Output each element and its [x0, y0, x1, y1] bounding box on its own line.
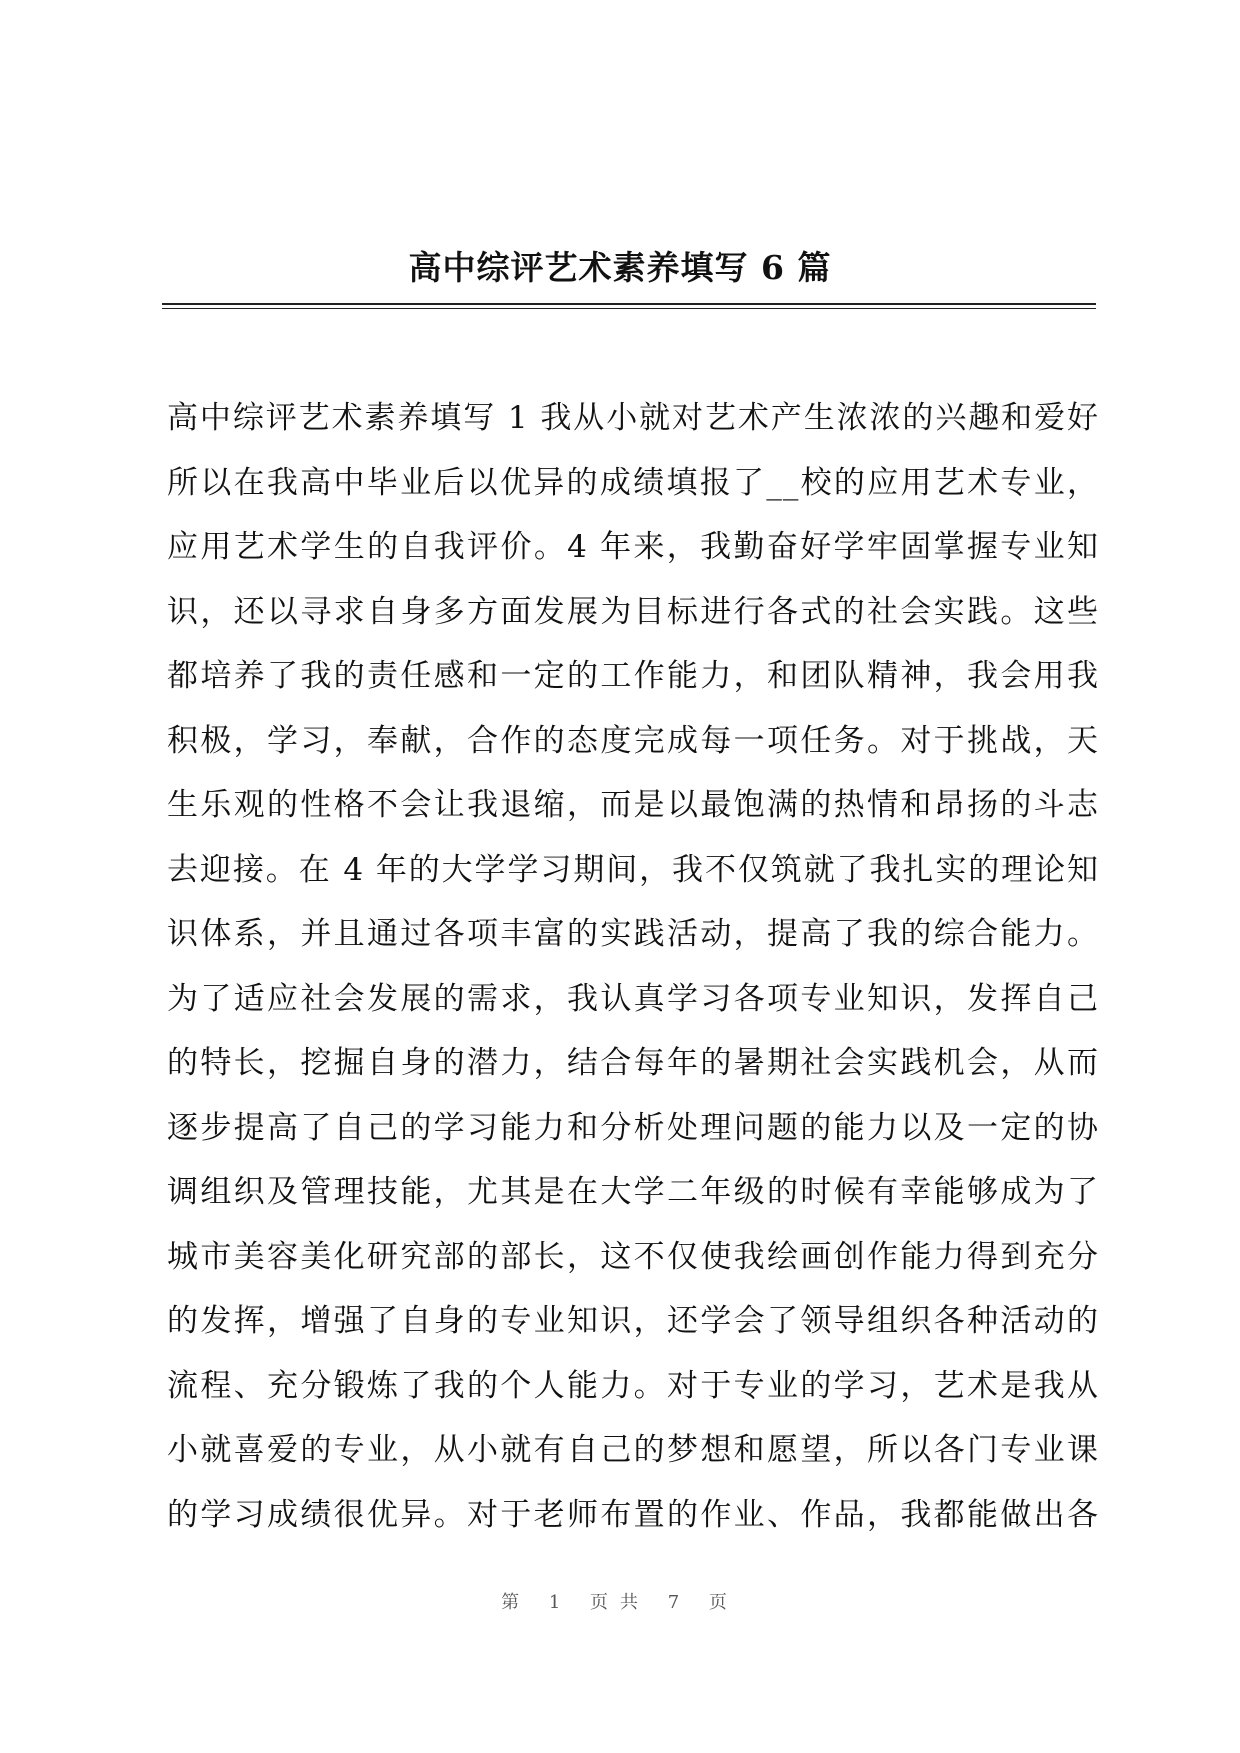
body-line: 生乐观的性格不会让我退缩，而是以最饱满的热情和昂扬的斗志 [167, 787, 1099, 823]
body-line: 城市美容美化研究部的部长，这不仅使我绘画创作能力得到充分 [167, 1238, 1099, 1275]
body-line: 流程、充分锻炼了我的个人能力。对于专业的学习，艺术是我从 [167, 1367, 1099, 1404]
body-line: 的特长，挖掘自身的潜力，结合每年的暑期社会实践机会，从而 [167, 1045, 1099, 1081]
body-line: 去迎接。在 4 年的大学学习期间，我不仅筑就了我扎实的理论知 [167, 851, 1099, 888]
body-line: 识，还以寻求自身多方面发展为目标进行各式的社会实践。这些 [167, 593, 1099, 630]
body-line: 高中综评艺术素养填写 1 我从小就对艺术产生浓浓的兴趣和爱好 [167, 400, 1099, 436]
body-line: 的发挥，增强了自身的专业知识，还学会了领导组织各种活动的 [167, 1303, 1099, 1339]
body-line: 积极，学习，奉献，合作的态度完成每一项任务。对于挑战，天 [167, 722, 1099, 759]
document-body [167, 386, 1099, 1547]
body-line: 调组织及管理技能，尤其是在大学二年级的时候有幸能够成为了 [167, 1174, 1099, 1210]
body-line: 应用艺术学生的自我评价。4 年来，我勤奋好学牢固掌握专业知 [167, 529, 1099, 565]
body-line: 所以在我高中毕业后以优异的成绩填报了__校的应用艺术专业， [167, 464, 1099, 501]
body-line: 小就喜爱的专业，从小就有自己的梦想和愿望，所以各门专业课 [167, 1432, 1099, 1468]
body-line: 为了适应社会发展的需求，我认真学习各项专业知识，发挥自己 [167, 980, 1099, 1017]
body-line: 的学习成绩很优异。对于老师布置的作业、作品，我都能做出各 [167, 1496, 1099, 1533]
body-line: 逐步提高了自己的学习能力和分析处理问题的能力以及一定的协 [167, 1109, 1099, 1146]
title-divider [162, 303, 1096, 309]
body-line: 都培养了我的责任感和一定的工作能力，和团队精神，我会用我 [167, 658, 1099, 694]
body-line: 识体系，并且通过各项丰富的实践活动，提高了我的综合能力。 [167, 916, 1099, 952]
document-title: 高中综评艺术素养填写 6 篇 [408, 248, 832, 287]
page-footer: 第 1 页共 7 页 [501, 1592, 739, 1613]
